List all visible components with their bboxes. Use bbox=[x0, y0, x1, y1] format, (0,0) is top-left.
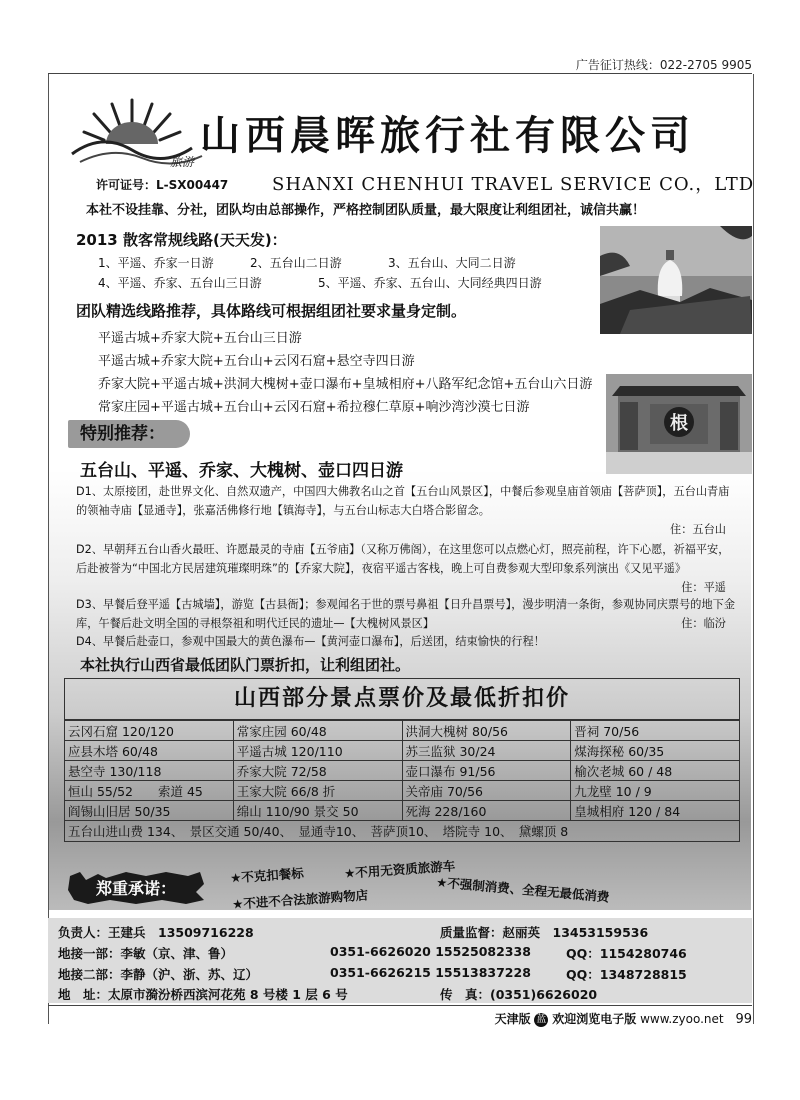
group-route-item: 常家庄园+平遥古城+五台山+云冈石窟+希拉穆仁草原+响沙湾沙漠七日游 bbox=[98, 400, 530, 415]
company-logo bbox=[62, 92, 212, 172]
welcome-text: 欢迎浏览电子版 bbox=[552, 1012, 637, 1026]
table-row bbox=[65, 781, 740, 801]
price-table bbox=[64, 720, 740, 842]
footer bbox=[495, 1010, 752, 1027]
day-text: 太原接团，赴世界文化、自然双遗产，中国四大佛教名山之首【五台山风景区】，中餐后参观皇庙首领庙【菩萨顶】，五台山青庙的领袖寺庙【显通寺】，张嘉活佛修行地【镇海寺】，与五台山标志大白塔合影留念。 bbox=[76, 485, 730, 517]
day-stay: 住：临汾 bbox=[681, 617, 726, 630]
table-cell: 九龙壁 10 / 9 bbox=[571, 781, 740, 801]
day-label: D2、 bbox=[76, 543, 103, 556]
table-row bbox=[65, 821, 740, 842]
edition-label: 天津版 bbox=[494, 1012, 531, 1026]
promise-badge bbox=[66, 870, 206, 906]
dept1-contact: 地接一部：李敏（京、津、鲁） bbox=[58, 946, 234, 961]
table-row bbox=[65, 761, 740, 781]
day-text: 早餐后赴壶口，参观中国最大的黄色瀑布—【黄河壶口瀑布】，后送团，结束愉快的行程！ bbox=[102, 635, 545, 648]
address: 地 址：太原市漪汾桥西滨河花苑 8 号楼 1 层 6 号 bbox=[58, 987, 348, 1002]
fax: 传 真：(0351)6626020 bbox=[440, 987, 598, 1002]
table-cell: 应县木塔 60/48 bbox=[65, 741, 234, 761]
day-stay: 住：五台山 bbox=[670, 523, 726, 536]
table-row bbox=[65, 721, 740, 741]
license-number: 许可证号：L-SX00447 bbox=[96, 178, 229, 192]
special-recommend-label: 特别推荐： bbox=[68, 420, 190, 448]
route-item: 1、平遥、乔家一日游 bbox=[98, 256, 214, 270]
dept2-qq: QQ：1348728815 bbox=[566, 967, 687, 982]
table-row bbox=[65, 741, 740, 761]
manager-info: 负责人：王建兵 13509716228 bbox=[58, 925, 254, 940]
price-section bbox=[64, 678, 740, 842]
promise-item: ★不强制消费、全程无最低消费 bbox=[435, 874, 610, 905]
table-cell: 阎锡山旧居 50/35 bbox=[65, 801, 234, 821]
table-cell: 死海 228/160 bbox=[402, 801, 571, 821]
dept2-phone: 0351-6626215 15513837228 bbox=[330, 965, 531, 980]
ad-hotline: 广告征订热线：022-2705 9905 bbox=[575, 58, 752, 72]
route-item: 2、五台山二日游 bbox=[250, 256, 342, 270]
day-label: D4、 bbox=[76, 635, 103, 648]
table-cell: 乔家大院 72/58 bbox=[233, 761, 402, 781]
website-link[interactable]: www.zyoo.net bbox=[640, 1012, 724, 1026]
svg-text:根: 根 bbox=[670, 413, 688, 434]
discount-note: 本社执行山西省最低团队门票折扣，让利组团社。 bbox=[80, 656, 411, 674]
table-cell: 平遥古城 120/110 bbox=[233, 741, 402, 761]
promise-item: ★不进不合法旅游购物店 bbox=[231, 887, 369, 912]
group-routes-heading: 团队精选线路推荐，具体路线可根据组团社要求量身定制。 bbox=[76, 302, 467, 320]
dept1-phone: 0351-6626020 15525082338 bbox=[330, 944, 531, 959]
itinerary-day bbox=[76, 632, 740, 651]
day-text: 早餐后登平遥【古城墙】，游览【古县衙】；参观闻名于世的票号鼻祖【日升昌票号】，漫步明清一条街，参观协同庆票号的地下金库，午餐后赴文明全国的寻根祭祖和明代迁民的遗址—【大槐树风景区】 bbox=[76, 598, 736, 630]
company-name: 山西晨晖旅行社有限公司 bbox=[200, 113, 695, 159]
dept2-contact: 地接二部：李静（沪、浙、苏、辽） bbox=[58, 967, 259, 982]
itinerary-day bbox=[76, 595, 740, 633]
day-text: 早朝拜五台山香火最旺、许愿最灵的寺庙【五爷庙】（又称万佛阁），在这里您可以点燃心灯，照亮前程，许下心愿，祈福平安，后赴被誉为“中国北方民居建筑璀璨明珠”的【乔家大院】，夜宿平遥古客栈，晚上可自费参观大型印象系列演出《又见平遥》 bbox=[76, 543, 730, 575]
quality-supervisor: 质量监督：赵丽英 13453159536 bbox=[440, 925, 649, 940]
table-cell: 煤海探秘 60/35 bbox=[571, 741, 740, 761]
table-cell: 云冈石窟 120/120 bbox=[65, 721, 234, 741]
table-cell: 壶口瀑布 91/56 bbox=[402, 761, 571, 781]
daily-routes-heading: 2013 散客常规线路(天天发)： bbox=[76, 231, 287, 249]
promise-item: ★不克扣餐标 bbox=[229, 865, 305, 886]
table-cell: 皇城相府 120 / 84 bbox=[571, 801, 740, 821]
group-route-item: 平遥古城+乔家大院+五台山+云冈石窟+悬空寺四日游 bbox=[98, 354, 415, 369]
edition-badge: 蓝 bbox=[536, 1013, 547, 1025]
itinerary-day bbox=[76, 482, 740, 539]
itinerary-day bbox=[76, 540, 740, 594]
table-cell: 榆次老城 60 / 48 bbox=[571, 761, 740, 781]
logo-text: 旅游 bbox=[170, 155, 195, 169]
day-label: D1、 bbox=[76, 485, 103, 498]
table-cell: 关帝庙 70/56 bbox=[402, 781, 571, 801]
day-stay: 住：平遥 bbox=[681, 581, 726, 594]
table-cell: 晋祠 70/56 bbox=[571, 721, 740, 741]
table-cell: 王家大院 66/8 折 bbox=[233, 781, 402, 801]
footer-rule bbox=[48, 1005, 752, 1006]
group-route-item: 乔家大院+平遥古城+洪洞大槐树+壶口瀑布+皇城相府+八路军纪念馆+五台山六日游 bbox=[98, 377, 593, 392]
gate-photo bbox=[606, 374, 752, 474]
route-item: 4、平遥、乔家、五台山三日游 bbox=[98, 276, 262, 290]
promise-item: ★不用无资质旅游车 bbox=[343, 858, 456, 881]
table-cell: 苏三监狱 30/24 bbox=[402, 741, 571, 761]
day-label: D3、 bbox=[76, 598, 103, 611]
table-cell: 常家庄园 60/48 bbox=[233, 721, 402, 741]
table-row bbox=[65, 801, 740, 821]
company-name-en: SHANXI CHENHUI TRAVEL SERVICE CO.，LTD bbox=[272, 174, 755, 195]
table-cell: 悬空寺 130/118 bbox=[65, 761, 234, 781]
temple-photo bbox=[600, 226, 752, 334]
tour-title: 五台山、平遥、乔家、大槐树、壶口四日游 bbox=[80, 461, 403, 481]
route-item: 5、平遥、乔家、五台山、大同经典四日游 bbox=[318, 276, 542, 290]
page-number: 99 bbox=[735, 1012, 752, 1027]
group-route-item: 平遥古城+乔家大院+五台山三日游 bbox=[98, 331, 302, 346]
dept1-qq: QQ：1154280746 bbox=[566, 946, 687, 961]
table-cell: 绵山 110/90 景交 50 bbox=[233, 801, 402, 821]
promise-label: 郑重承诺： bbox=[95, 879, 177, 898]
route-item: 3、五台山、大同二日游 bbox=[388, 256, 516, 270]
table-cell: 恒山 55/52 索道 45 bbox=[65, 781, 234, 801]
table-cell: 五台山进山费 134、 景区交通 50/40、 显通寺10、 菩萨顶10、 塔院寺 10、 黛螺顶 8 bbox=[65, 821, 740, 842]
table-cell: 洪洞大槐树 80/56 bbox=[402, 721, 571, 741]
company-motto: 本社不设挂靠、分社，团队均由总部操作，严格控制团队质量，最大限度让利组团社，诚信共赢！ bbox=[86, 203, 646, 218]
price-table-title: 山西部分景点票价及最低折扣价 bbox=[64, 678, 740, 720]
